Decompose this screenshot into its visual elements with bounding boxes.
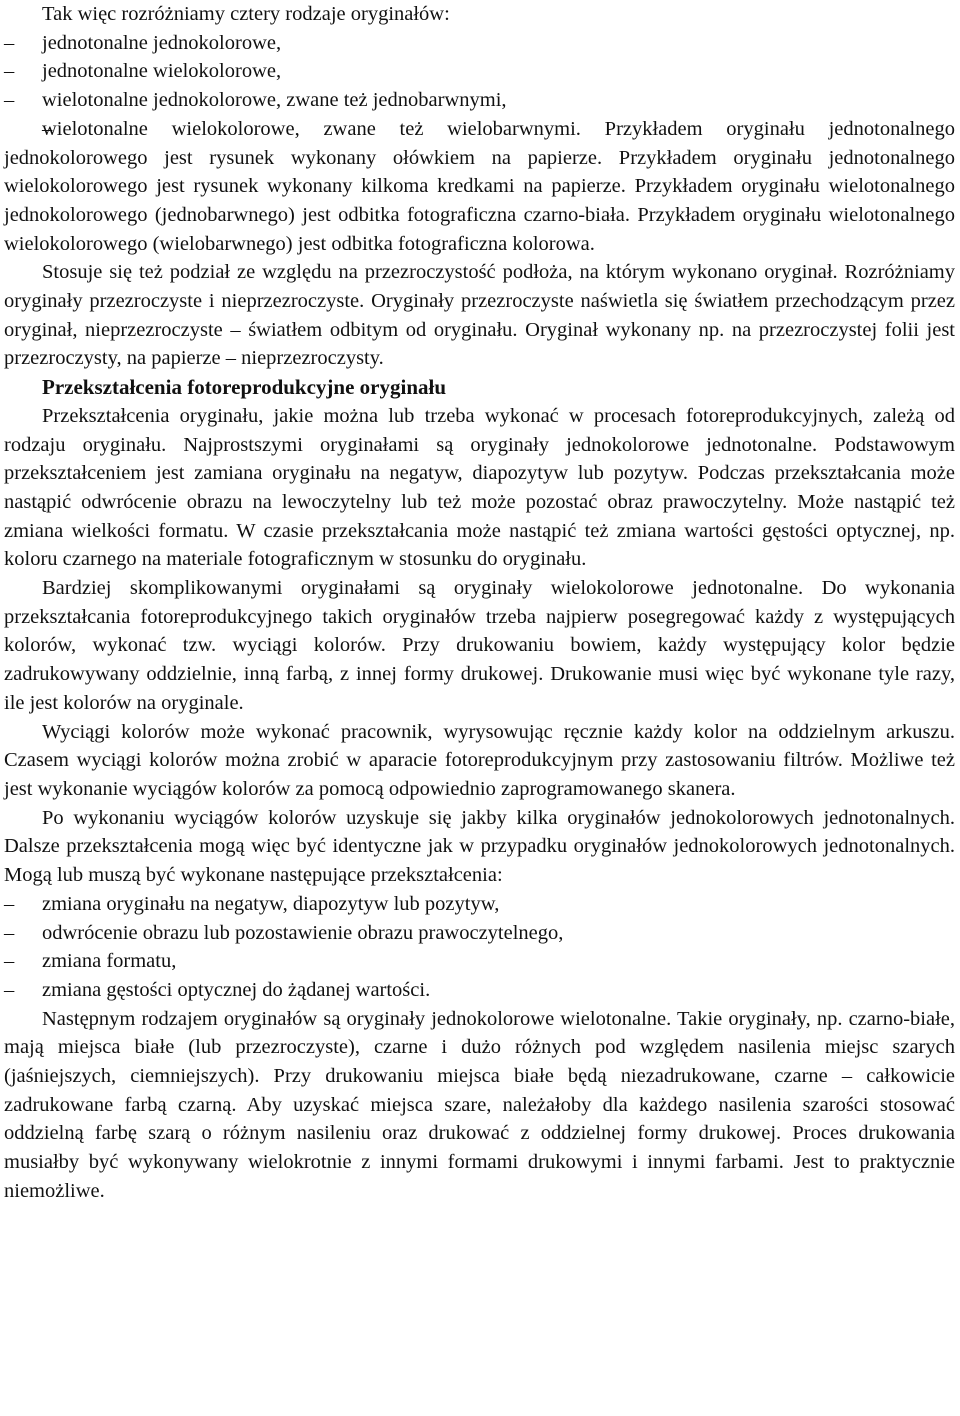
transformations-list [4, 890, 955, 1005]
list-item: – zmiana gęstości optycznej do żądanej wartości. [4, 976, 955, 1005]
section-heading: Przekształcenia fotoreprodukcyjne oryginału [42, 375, 447, 400]
types-intro: Tak więc rozróżniamy cztery rodzaje oryginałów: [42, 3, 450, 25]
list-item: – jednotonalne wielokolorowe, [4, 57, 955, 86]
list-item: – zmiana formatu, [4, 947, 955, 976]
list-item-with-examples [4, 115, 955, 259]
list-item: – zmiana oryginału na negatyw, diapozytyw lub pozytyw, [4, 890, 955, 919]
paragraph-multitone-originals: Następnym rodzajem oryginałów są oryginały jednokolorowe wielotonalne. Takie oryginały, np. czarno-białe, mają miejsca białe (lub przezroczyste), czarne i dużo różnych pod względem nasilenia miejsc szarych (jaśniejszych, ciemniejszych). Przy drukowaniu miejsca białe będą niezadrukowane, czarne – całkowicie zadrukowane farbą czarną. Aby uzyskać miejsca szare, należałoby dla każdego nasilenia szarości stosować oddzielną farbę szarą o różnym nasileniu oraz drukować z oddzielnej formy drukowej. Proces drukowania musiałby być wykonywany wielokrotnie z innymi formami drukowymi i innymi farbami. Jest to praktycznie niemożliwe. [4, 1007, 955, 1202]
list-item: – wielotonalne jednokolorowe, zwane też jednobarwnymi, [4, 86, 955, 115]
list-item: – jednotonalne jednokolorowe, [4, 29, 955, 58]
transparency-paragraph: Stosuje się też podział ze względu na przezroczystość podłoża, na którym wykonano oryginał. Rozróżniamy oryginały przezroczyste i nieprzezroczyste. Oryginały przezroczyste naświetla się światłem przechodzącym przez oryginał, nieprzezroczyste – światłem odbitym od oryginału. Oryginał wykonany np. na przezroczystej folii jest przezroczysty, na papierze – nieprzezroczysty. [4, 261, 955, 370]
paragraph-color-separations: Wyciągi kolorów może wykonać pracownik, wyrysowując ręcznie każdy kolor na oddzielnym arkuszu. Czasem wyciągi kolorów można zrobić w aparacie fotoreprodukcyjnym przy zastosowaniu filtrów. Możliwe też jest wykonanie wyciągów kolorów za pomocą odpowiednio zaprogramowanego skanera. [4, 720, 955, 800]
original-types-list [4, 29, 955, 259]
paragraph-multicolor-originals: Bardziej skomplikowanymi oryginałami są oryginały wielokolorowe jednotonalne. Do wykonania przekształcania fotoreprodukcyjnego takich oryginałów trzeba najpierw posegregować każdy z występujących kolorów, wykonać tzw. wyciągi kolorów. Przy drukowaniu bowiem, każdy występujący kolor będzie zadrukowywany oddzielnie, inną farbą, z innej formy drukowej. Drukowanie musi więc być wykonane tyle razy, ile jest kolorów na oryginale. [4, 577, 955, 714]
list-item: – odwrócenie obrazu lub pozostawienie obrazu prawoczytelnego, [4, 919, 955, 948]
list-item-text: wielotonalne wielokolorowe, zwane też wielobarwnymi. Przykładem oryginału jednotonalnego jednokolorowego jest rysunek wykonany ołówkiem na papierze. Przykładem oryginału jednotonalnego wielokolorowego jest rysunek wykonany kilkoma kredkami na papierze. Przykładem oryginału wielotonalnego jednokolorowego (jednobarwnego) jest odbitka fotograficzna czarno-biała. Przykładem oryginału wielotonalnego wielokolorowego (wielobarwnego) jest odbitka fotograficzna kolorowa. [4, 117, 955, 255]
paragraph-after-separations: Po wykonaniu wyciągów kolorów uzyskuje się jakby kilka oryginałów jednokolorowych jednotonalnych. Dalsze przekształcenia mogą więc być identyczne jak w przypadku oryginałów jednokolorowych jednotonalnych. Mogą lub muszą być wykonane następujące przekształcenia: [4, 806, 955, 887]
paragraph-transformations-intro: Przekształcenia oryginału, jakie można lub trzeba wykonać w procesach fotoreprodukcyjnych, zależą od rodzaju oryginału. Najprostszymi oryginałami są oryginały jednokolorowe jednotonalne. Podstawowym przekształceniem jest zamiana oryginału na negatyw, diapozytyw lub pozytyw. Podczas przekształcania może nastąpić odwrócenie obrazu na lewoczytelny lub też może pozostać obraz prawoczytelny. Może nastąpić też zmiana wielkości formatu. W czasie przekształcania może nastąpić też zmiana wartości gęstości optycznej, np. koloru czarnego na materiale fotograficznym w stosunku do oryginału. [4, 404, 955, 571]
